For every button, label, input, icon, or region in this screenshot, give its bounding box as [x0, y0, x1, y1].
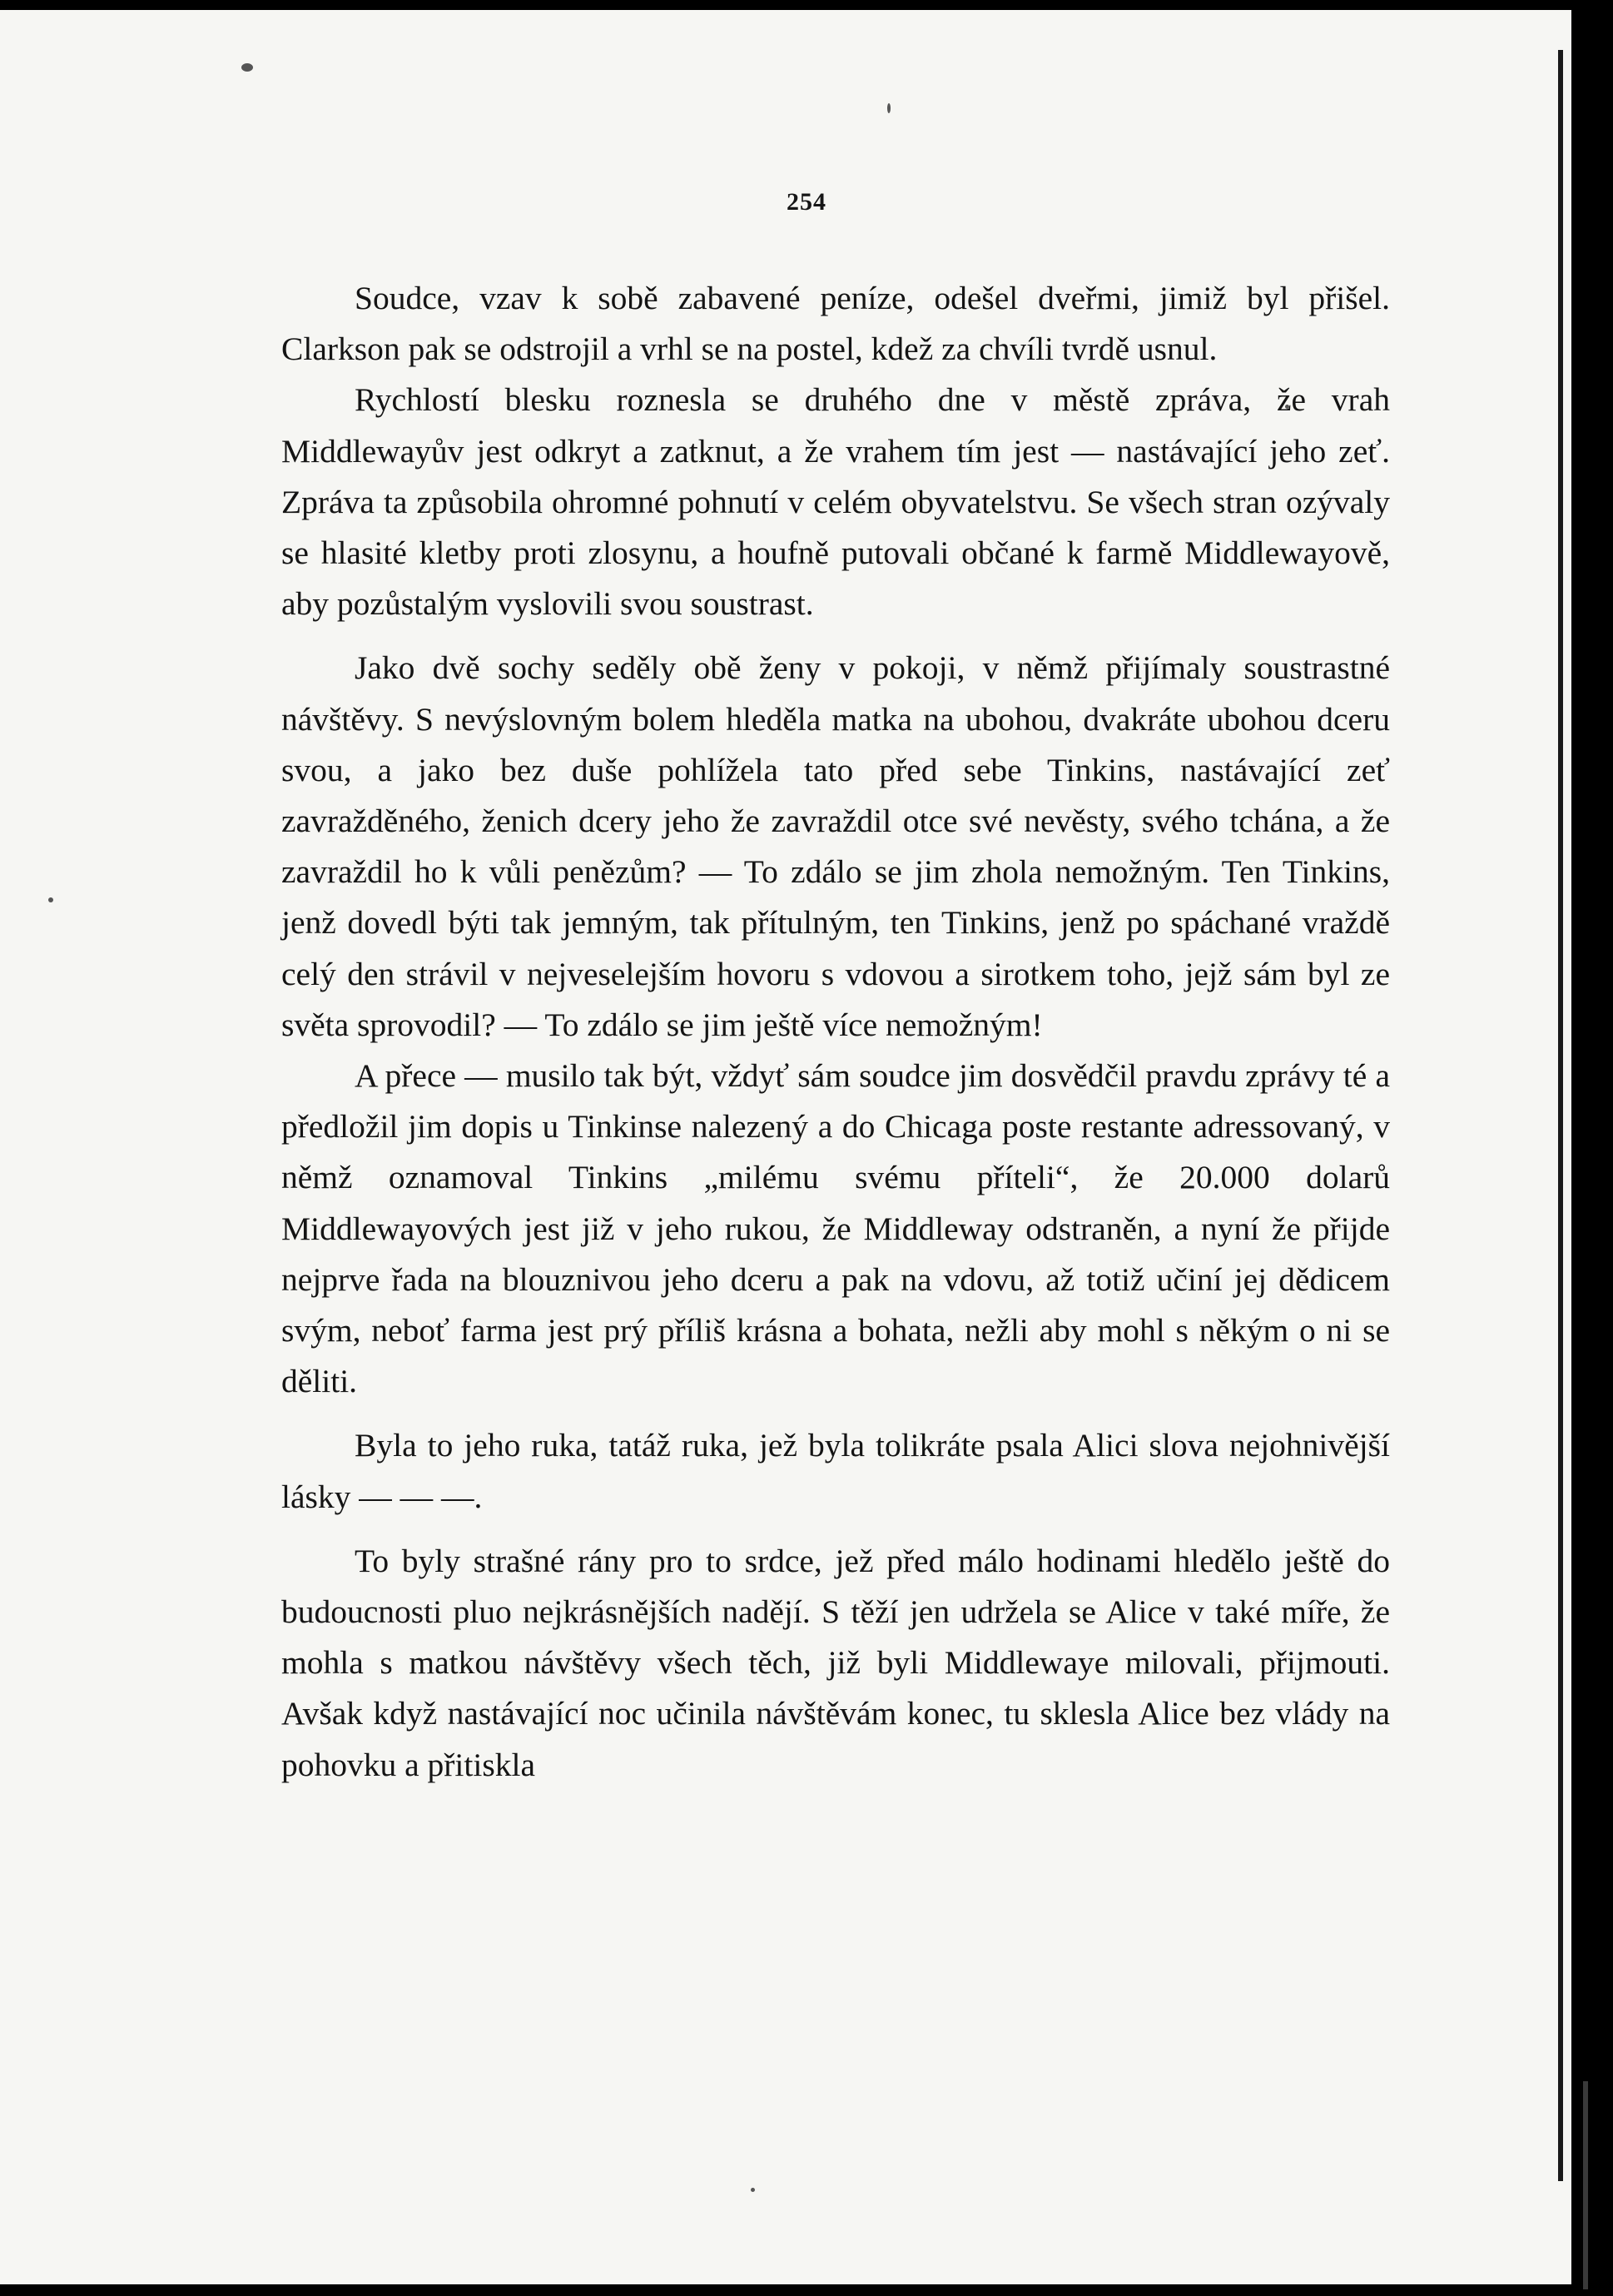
page-fold-shadow: [1583, 2081, 1588, 2289]
scan-speck: [751, 2188, 755, 2192]
scan-speck: [241, 63, 253, 72]
paragraph: Rychlostí blesku roznesla se druhého dne v městě zpráva, že vrah Middlewayův jest odkryt a zatknut, a že vrahem tím jest — nastávající jeho zeť. Zpráva ta způsobila ohromné pohnutí v celém obyvatelstvu. Se všech stran ozývaly se hlasité kletby proti zlosynu, a houfně putovali občané k farmě Middlewayově, aby pozůstalým vyslovili svou soustrast.: [281, 381, 1390, 623]
paragraph: Byla to jeho ruka, tatáž ruka, jež byla tolikráte psala Alici slova nejohnivější lásky — — —.: [281, 1427, 1390, 1515]
paragraph: A přece — musilo tak být, vždyť sám soudce jim dosvědčil pravdu zprávy té a předložil jim dopis u Tinkinse nalezený a do Chicaga poste restante adressovaný, v němž oznamoval Tinkins „milému svému příteli“, že 20.000 dolarů Middlewayových jest již v jeho rukou, že Middleway odstraněn, a nyní že přijde nejprve řada na blouznivou jeho dceru a pak na vdovu, až totiž učiní jej dědicem svým, neboť farma jest prý příliš krásna a bohata, nežli aby mohl s někým o ni se děliti.: [281, 1057, 1390, 1400]
page-fold-line: [1558, 50, 1563, 2181]
paragraph: Soudce, vzav k sobě zabavené peníze, odešel dveřmi, jimiž byl přišel. Clarkson pak se odstrojil a vrhl se na postel, kdež za chvíli tvrdě usnul.: [281, 280, 1390, 368]
paragraph: Jako dvě sochy seděly obě ženy v pokoji, v němž přijímaly soustrastné návštěvy. S nevýslovným bolem hleděla matka na ubohou, dvakráte ubohou dceru svou, a jako bez duše pohlížela tato před sebe Tinkins, nastávající zeť zavražděného, ženich dcery jeho že zavraždil otce své nevěsty, svého tchána, a že zavraždil ho k vůli penězům? — To zdálo se jim zhola nemožným. Ten Tinkins, jenž dovedl býti tak jemným, tak přítulným, ten Tinkins, jenž po spáchané vraždě celý den strávil v nejveselejším hovoru s vdovou a sirotkem toho, jejž sám byl ze světa sprovodil? — To zdálo se jim ještě více nemožným!: [281, 649, 1390, 1043]
scan-speck: [48, 897, 53, 902]
scan-edge: [1571, 0, 1613, 2296]
body-text: [281, 273, 1390, 1791]
scan-speck: [887, 103, 891, 113]
paragraph: To byly strašné rány pro to srdce, jež před málo hodinami hledělo ještě do budoucnosti pluo nejkrásnějších nadějí. S těží jen udržela se Alice v také míře, že mohla s matkou návštěvy všech těch, již byli Middlewaye milovali, přijmouti. Avšak když nastávající noc učinila návštěvám konec, tu sklesla Alice bez vlády na pohovku a přitiskla: [281, 1542, 1390, 1783]
page-number: 254: [787, 188, 826, 216]
